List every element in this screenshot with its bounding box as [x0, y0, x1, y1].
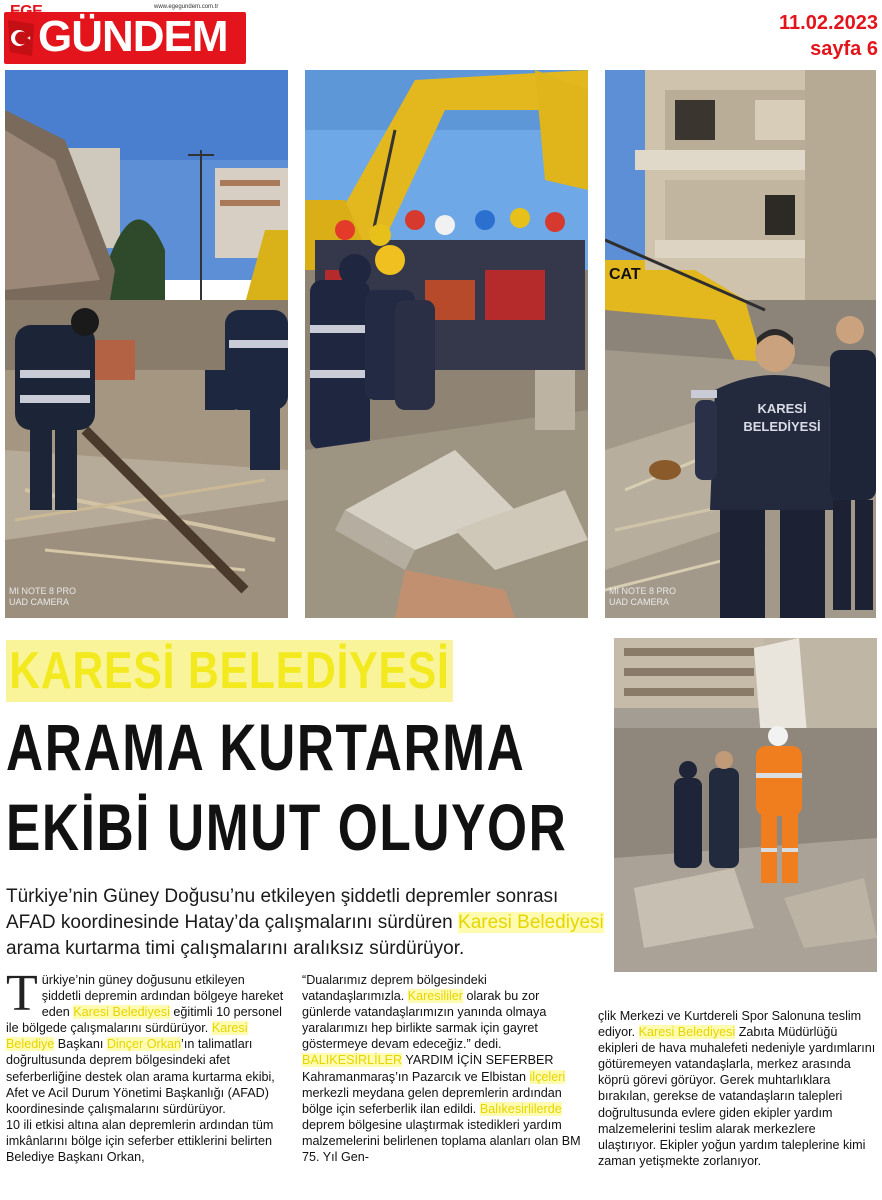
excavator-brand: CAT [609, 266, 641, 283]
camera-watermark: MI NOTE 8 PRO UAD CAMERA [9, 586, 77, 607]
article-lead: Türkiye’nin Güney Doğusu’nu etkileyen şiddetli depremler sonrası AFAD koordinesinde Hatay’da çalışmalarını sürdüren Karesi Belediyesi arama kurtarma timi çalışmalarını aralıksız sürdürüyor. [6, 886, 604, 959]
article-column-1: T ürkiye’nin güney doğusunu etkileyen şiddetli depremin ardından bölgeye hareket eden Karesi Belediyesi eğitimli 10 personel ile bölgede çalışmalarını sürdürüyor. Karesi Belediye Başkanı Dinçer Orkan’ın talimatları doğrultusunda deprem bölgesindeki afet seferberliğine destek olan arama kurtarma ekibi, Afet ve Acil Durum Yönetimi Başkanlığı (AFAD) koordinesinde çalışmalarını sürdürüyor. 10 ili etkisi altına alan depremlerin ardından tüm imkânlarını bölge için seferber ettiklerini belirten Belediye Başkanı Orkan, [6, 965, 284, 1165]
article-column-3: çlik Merkezi ve Kurtdereli Spor Salonuna teslim ediyor. Karesi Belediyesi Zabıta Müdürlüğü ekipleri de hava muhalefeti nedeniyle yardımlarını götüremeyen vatandaşlarla, merkez arasında köprü görevi görüyor. Gerek muhtarlıklara bırakılan, gerekse de vatandaşların talepleri doğrultusunda evlere giden ekipler yardım malzemelerini teslim alarak merkezlere ulaştırıyor. Ekipler yoğun yardım taleplerine kimi zaman yetişmekte zorlanıyor. [598, 1009, 876, 1168]
issue-date: 11.02.2023 [779, 12, 878, 34]
brand-prefix: EGE [10, 3, 43, 20]
vest-print: KARESİ BELEDİYESİ [743, 401, 821, 434]
headline-line-2: EKİBİ UMUT OLUYOR [6, 790, 568, 864]
headline-kicker: KARESİ BELEDİYESİ [6, 640, 453, 702]
camera-watermark: MI NOTE 8 PRO UAD CAMERA [609, 586, 677, 607]
headline-line-1: ARAMA KURTARMA [6, 710, 526, 784]
subheading: BALIKESİRLİLER YARDIM İÇİN SEFERBER [302, 1053, 554, 1068]
article-column-2: “Dualarımız deprem bölgesindeki vatandaşlarımızla. Karesililer olarak bu zor günlerde vatandaşlarımızın yanında olmaya yaralarımızı hep birlikte sarmak için gayret göstermeye devam edeceğiz.” dedi. BALIKESİRLİLER YARDIM İÇİN SEFERBER Kahramanmaraş’ın Pazarcık ve Elbistan ilçeleri merkezli meydana gelen depremlerin ardından bölge için seferberlik ilan edildi. Balıkesirlilerde deprem bölgesine ulaştırmak istedikleri yardım malzemelerini belirlenen toplama alanları olan BM 75. Yıl Gen- [302, 972, 584, 1165]
drop-cap: T [6, 965, 38, 1022]
photo-orange-suit [614, 638, 877, 972]
photo-rubble-left [5, 70, 288, 618]
photo-team-excavator [305, 70, 588, 618]
masthead [4, 2, 248, 64]
brand-url: www.egegundem.com.tr [154, 4, 219, 10]
crescent-star-icon [6, 16, 36, 60]
brand-name: GÜNDEM [38, 12, 228, 61]
photo-karesi-rescuer [605, 70, 876, 618]
issue-page: sayfa 6 [810, 38, 878, 60]
